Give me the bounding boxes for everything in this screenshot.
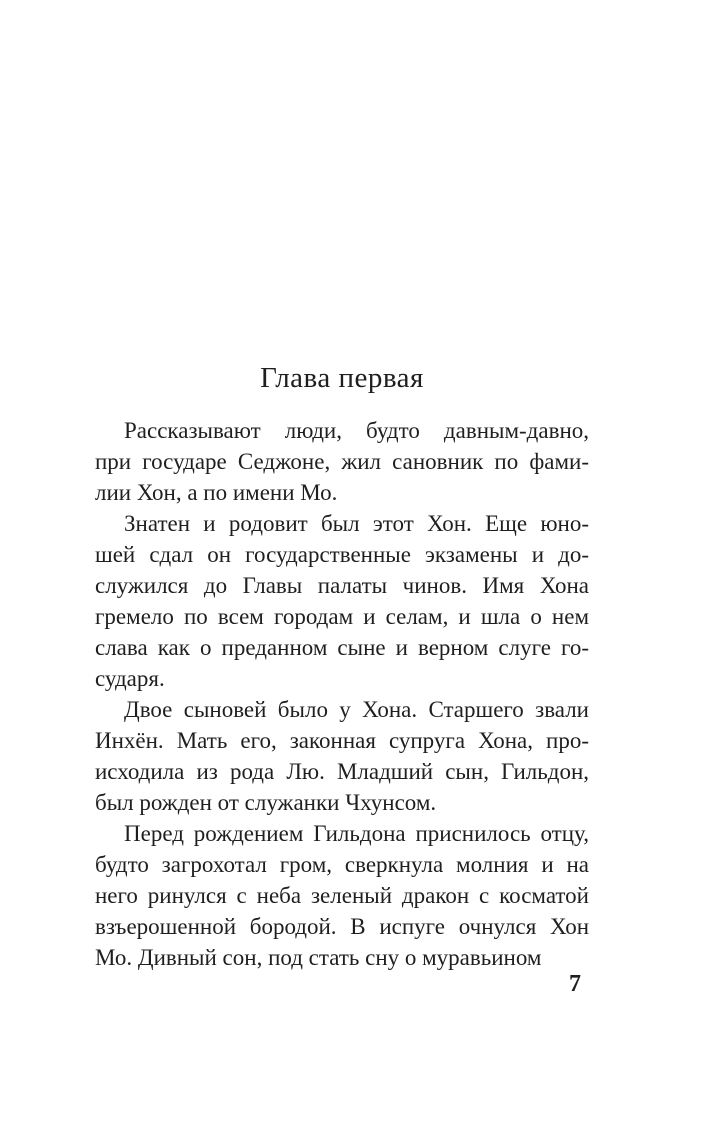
page-number: 7 xyxy=(569,971,581,997)
text-line: Рассказывают люди, будто давным-давно, xyxy=(124,418,589,443)
text-line: при государе Седжоне, жил сановник по фами- xyxy=(95,449,589,474)
text-line: Знатен и родовит был этот Хон. Еще юно- xyxy=(124,511,589,536)
text-line: будто загрохотал гром, сверкнула молния и на xyxy=(95,852,589,877)
text-line: Мо. Дивный сон, под стать сну о муравьином xyxy=(95,945,542,970)
paragraph xyxy=(95,415,589,508)
text-line: слава как о преданном сыне и верном слуге го- xyxy=(95,635,589,660)
text-line: сударя. xyxy=(95,666,165,691)
text-line: исходила из рода Лю. Младший сын, Гильдон, xyxy=(95,759,589,784)
chapter-title: Глава первая xyxy=(260,362,424,394)
text-line: служился до Главы палаты чинов. Имя Хона xyxy=(95,573,589,598)
text-line: гремело по всем городам и селам, и шла о нем xyxy=(95,604,589,629)
paragraph xyxy=(95,818,589,973)
paragraph xyxy=(95,508,589,694)
text-line: Двое сыновей было у Хона. Старшего звали xyxy=(124,697,589,722)
text-line: лии Хон, а по имени Мо. xyxy=(95,480,338,505)
paragraph xyxy=(95,694,589,818)
text-line: был рожден от служанки Чхунсом. xyxy=(95,790,437,815)
text-line: шей сдал он государственные экзамены и до- xyxy=(95,542,589,567)
text-line: Перед рождением Гильдона приснилось отцу, xyxy=(124,821,589,846)
text-line: Инхён. Мать его, законная супруга Хона, про- xyxy=(95,728,589,753)
body-text xyxy=(95,415,589,973)
text-line: него ринулся с неба зеленый дракон с косматой xyxy=(95,883,589,908)
text-line: взъерошенной бородой. В испуге очнулся Хон xyxy=(95,914,589,939)
